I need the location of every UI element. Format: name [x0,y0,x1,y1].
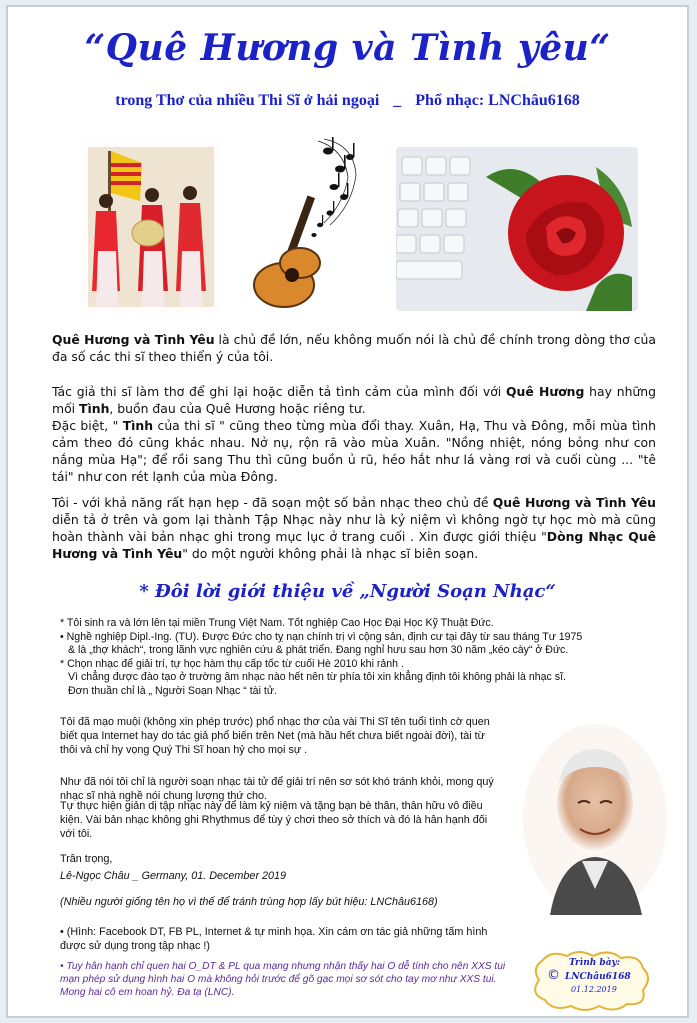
composer-bio [60,617,660,698]
intro-paragraph-3: Đặc biệt, " Tình của thi sĩ " cũng theo từng mùa đổi thay. Xuân, Hạ, Thu và Đông, mỗi mùa tình cảm theo đó cũng khác nhau. Nở nụ, rộn rã vào mùa Xuân. "Nồng nhiệt, nóng bỏng như con nắng mùa Hạ"; để rồi sang Thu thì cũng buồn ủ rũ, héo hắt như lá vàng rơi và cuối cùng ... "tê tái" như con rét lạnh của mùa Đông. [52,418,657,484]
author-portrait-image [520,719,670,915]
intro-paragraph-4: Tôi - với khả năng rất hạn hẹp - đã soạn một số bản nhạc theo chủ đề Quê Hương và Tình Yêu diễn tả ở trên và gom lại thành Tập Nhạc này như là kỷ niệm vì không ngờ tự học mò mà cũng hoàn thành vài bản nhạc ghi trong mục lục ở trang cuối . Xin được giới thiệu "Dòng Nhạc Quê Hương và Tình Yêu" do một người không phải là nhạc sĩ biên soạn. [52,495,656,561]
greeting: Trân trọng, [60,853,113,865]
subtitle-right: Phổ nhạc: LNChâu6168 [415,92,580,109]
badge-name: LNChâu6168 [565,972,631,982]
badge-date: 01.12.2019 [571,985,617,994]
badge-label: Trình bày: [569,958,621,968]
image-credit: • (Hình: Facebook DT, FB PL, Internet & tự minh họa. Xin cám ơn tác giả những tấm hình được sử dụng trong tập nhạc !) [60,926,488,952]
signature: Lê-Ngọc Châu _ Germany, 01. December 2019 [60,870,287,882]
presented-by-badge [531,950,651,1012]
page-title: “Quê Hương và Tình yêu“ [84,27,611,69]
girls-ao-dai-image [82,141,220,313]
bio-line: & là „thợ khách“, trong lãnh vực nghiên cứu & phát triển. Đang nghỉ hưu sau hơn 30 năm „kéo cày“ ở Đức. [68,644,569,656]
bio-line: Vì chẳng được đào tạo ở trường âm nhạc nào hết nên từ phía tôi xin khẳng định tôi không phải là nhạc sĩ. [68,671,566,683]
composer-intro-heading: * Đôi lời giới thiệu về „Người Soạn Nhạc“ [139,581,556,602]
thanks-note: • Tuy hân hạnh chỉ quen hai O_DT & PL qua mạng nhưng nhận thấy hai O dễ tính cho nên XXS tui mạn phép sử dụng hình hai O mà không hỏi trước để gõ gạc mọi sơ sót cho tay mơ như XXS tui. Mong hai cô em hoan hỷ. Đa tạ (LNC). [60,961,506,998]
page-subtitle [8,92,687,110]
body-paragraph-2: Như đã nói tôi chỉ là người soạn nhạc tài tử để giải trí nên sơ sót khó tránh khỏi, mong quý nhạc sĩ nhà nghề nói chung lượng thứ cho. [60,776,494,802]
pen-name-note: (Nhiều người giống tên họ vì thế để tránh trùng hợp lấy bút hiệu: LNChâu6168) [60,896,438,908]
subtitle-separator: _ [393,92,402,109]
bio-line: • Nghề nghiệp Dipl.-Ing. (TU). Được Đức cho tỵ nạn chính trị vì cộng sản, định cư tại đây từ sau tháng Tư 1975 [60,630,583,643]
body-paragraph-3: Tự thực hiện giản dị tập nhạc này để làm kỷ niệm và tặng bạn bè thân, thân hữu vô điều kiện. Vài bản nhạc không ghi Rhythmus để tùy ý chơi theo sở thích và đó là hân hạnh đối với tôi. [60,800,488,840]
intro-paragraph-1: Quê Hương và Tình Yêu là chủ đề lớn, nếu không muốn nói là chủ đề chính trong dòng thơ của đa số các thi sĩ theo thiển ý của tôi. [52,332,656,364]
guitar-music-notes-image [244,135,372,313]
copyright-icon: © [547,968,560,983]
bio-line: Đơn thuần chỉ là „ Người Soạn Nhạc “ tài tử. [68,684,277,697]
bio-line: * Chọn nhạc để giải trí, tự học hàm thụ cấp tốc từ cuối Hè 2010 khi rảnh . [60,657,404,670]
body-paragraph-1: Tôi đã mạo muội (không xin phép trước) phổ nhạc thơ của vài Thi Sĩ tên tuổi tình cờ quen biết qua Internet hay do tác giả phổ biến trên Net (mà hầu hết chưa biết ngoài đời), tài từ thôi và chỉ hy vọng Quý Thi Sĩ hoan hỷ cho mọi sự . [60,716,490,756]
intro-paragraph-2: Tác giả thi sĩ làm thơ để ghi lại hoặc diễn tả tình cảm của mình đối với Quê Hương hay những mối Tình, buồn đau của Quê Hương hoặc riêng tư. [52,384,656,416]
red-rose-keyboard-image [396,147,638,311]
subtitle-left: trong Thơ của nhiều Thi Sĩ ở hải ngoại [115,92,380,109]
page [6,5,689,1018]
bio-line: * Tôi sinh ra và lớn lên tại miền Trung Việt Nam. Tốt nghiệp Cao Học Đại Học Kỹ Thuật Đức. [60,617,494,629]
